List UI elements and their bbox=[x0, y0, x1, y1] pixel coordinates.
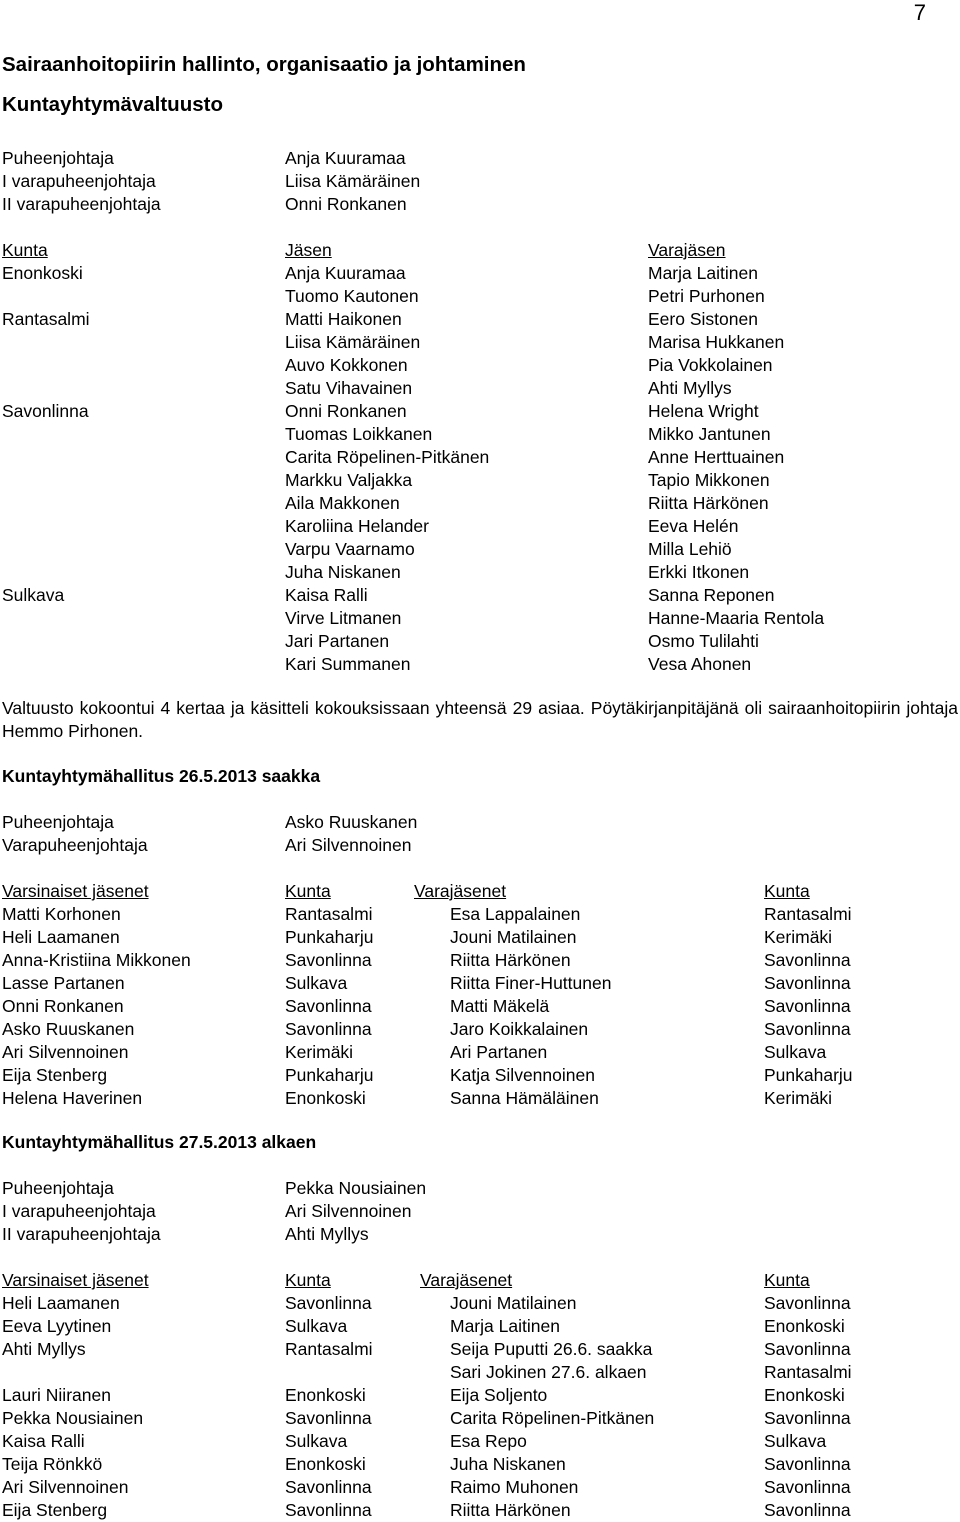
cell-member: Eija Stenberg bbox=[2, 1500, 108, 1520]
officer-name: Pekka Nousiainen bbox=[285, 1178, 427, 1198]
cell-member: Auvo Kokkonen bbox=[285, 355, 408, 375]
cell-member: Anna-Kristiina Mikkonen bbox=[2, 950, 191, 970]
cell-municipality: Enonkoski bbox=[285, 1385, 366, 1405]
cell-municipality: Sulkava bbox=[285, 1431, 348, 1451]
cell-municipality: Enonkoski bbox=[2, 263, 83, 283]
cell-member: Tuomo Kautonen bbox=[285, 286, 419, 306]
cell-municipality: Savonlinna bbox=[285, 950, 372, 970]
officer-name: Liisa Kämäräinen bbox=[285, 171, 421, 191]
officer-role: I varapuheenjohtaja bbox=[2, 171, 156, 191]
officer-name: Onni Ronkanen bbox=[285, 194, 407, 214]
cell-member: Ari Silvennoinen bbox=[2, 1477, 129, 1497]
council-summary: Valtuusto kokoontui 4 kertaa ja käsitteli kokouksissaan yhteensä 29 asiaa. Pöytäkirjanpitäjänä oli sairaanhoitopiirin johtaja Hemmo Pirhonen. bbox=[2, 698, 958, 741]
cell-member: Markku Valjakka bbox=[285, 470, 413, 490]
page-title: Sairaanhoitopiirin hallinto, organisaatio ja johtaminen bbox=[2, 53, 526, 76]
cell-member: Liisa Kämäräinen bbox=[285, 332, 421, 352]
cell-deputy: Sanna Hämäläinen bbox=[450, 1088, 599, 1108]
cell-deputy: Eeva Helén bbox=[648, 516, 739, 536]
cell-member: Asko Ruuskanen bbox=[2, 1019, 135, 1039]
cell-deputy-municipality: Savonlinna bbox=[764, 1408, 851, 1428]
cell-deputy: Pia Vokkolainen bbox=[648, 355, 773, 375]
cell-deputy-municipality: Sulkava bbox=[764, 1042, 827, 1062]
cell-deputy: Juha Niskanen bbox=[450, 1454, 566, 1474]
cell-member: Juha Niskanen bbox=[285, 562, 401, 582]
cell-deputy-municipality: Savonlinna bbox=[764, 1339, 851, 1359]
officer-role: Varapuheenjohtaja bbox=[2, 835, 148, 855]
cell-deputy: Tapio Mikkonen bbox=[648, 470, 770, 490]
cell-member: Aila Makkonen bbox=[285, 493, 400, 513]
cell-municipality: Punkaharju bbox=[285, 1065, 374, 1085]
cell-deputy: Vesa Ahonen bbox=[648, 654, 752, 674]
cell-deputy-municipality: Savonlinna bbox=[764, 996, 851, 1016]
header-deputy: Varajäsenet bbox=[414, 881, 507, 901]
cell-deputy: Mikko Jantunen bbox=[648, 424, 771, 444]
cell-deputy: Sanna Reponen bbox=[648, 585, 775, 605]
cell-municipality: Kerimäki bbox=[285, 1042, 354, 1062]
cell-deputy: Ari Partanen bbox=[450, 1042, 548, 1062]
cell-deputy: Erkki Itkonen bbox=[648, 562, 750, 582]
cell-deputy-municipality: Kerimäki bbox=[764, 1088, 833, 1108]
officer-role: I varapuheenjohtaja bbox=[2, 1201, 156, 1221]
cell-deputy-municipality: Savonlinna bbox=[764, 973, 851, 993]
cell-deputy-municipality: Savonlinna bbox=[764, 1477, 851, 1497]
cell-municipality: Savonlinna bbox=[285, 1408, 372, 1428]
cell-member: Varpu Vaarnamo bbox=[285, 539, 415, 559]
cell-member: Helena Haverinen bbox=[2, 1088, 143, 1108]
cell-deputy: Riitta Härkönen bbox=[450, 1500, 571, 1520]
cell-deputy: Ahti Myllys bbox=[648, 378, 732, 398]
officer-role: II varapuheenjohtaja bbox=[2, 1224, 161, 1244]
cell-deputy-municipality: Rantasalmi bbox=[764, 904, 852, 924]
cell-deputy-municipality: Savonlinna bbox=[764, 1293, 851, 1313]
officer-name: Ari Silvennoinen bbox=[285, 835, 412, 855]
cell-member: Pekka Nousiainen bbox=[2, 1408, 144, 1428]
officer-role: II varapuheenjohtaja bbox=[2, 194, 161, 214]
cell-municipality: Savonlinna bbox=[285, 1477, 372, 1497]
page-number: 7 bbox=[913, 0, 926, 25]
cell-deputy-municipality: Savonlinna bbox=[764, 950, 851, 970]
cell-municipality: Savonlinna bbox=[285, 1500, 372, 1520]
cell-member: Satu Vihavainen bbox=[285, 378, 413, 398]
officer-role: Puheenjohtaja bbox=[2, 1178, 114, 1198]
cell-deputy: Katja Silvennoinen bbox=[450, 1065, 595, 1085]
cell-deputy: Helena Wright bbox=[648, 401, 759, 421]
cell-member: Karoliina Helander bbox=[285, 516, 429, 536]
cell-deputy: Jaro Koikkalainen bbox=[450, 1019, 589, 1039]
cell-member: Kaisa Ralli bbox=[2, 1431, 85, 1451]
cell-municipality: Rantasalmi bbox=[285, 904, 373, 924]
cell-deputy-municipality: Enonkoski bbox=[764, 1316, 845, 1336]
cell-deputy: Petri Purhonen bbox=[648, 286, 765, 306]
cell-member: Onni Ronkanen bbox=[285, 401, 407, 421]
cell-member: Jari Partanen bbox=[285, 631, 390, 651]
cell-member: Ari Silvennoinen bbox=[2, 1042, 129, 1062]
cell-municipality: Savonlinna bbox=[2, 401, 89, 421]
cell-deputy: Seija Puputti 26.6. saakka bbox=[450, 1339, 653, 1359]
cell-deputy-municipality: Rantasalmi bbox=[764, 1362, 852, 1382]
cell-deputy-municipality: Savonlinna bbox=[764, 1500, 851, 1520]
cell-member: Virve Litmanen bbox=[285, 608, 402, 628]
cell-deputy: Sari Jokinen 27.6. alkaen bbox=[450, 1362, 647, 1382]
cell-deputy: Eija Soljento bbox=[450, 1385, 548, 1405]
cell-municipality: Sulkava bbox=[2, 585, 65, 605]
council-title: Kuntayhtymävaltuusto bbox=[2, 93, 223, 116]
header-deputy: Varajäsenet bbox=[420, 1270, 513, 1290]
cell-deputy: Hanne-Maaria Rentola bbox=[648, 608, 825, 628]
cell-municipality: Enonkoski bbox=[285, 1454, 366, 1474]
cell-member: Matti Haikonen bbox=[285, 309, 402, 329]
cell-municipality: Sulkava bbox=[285, 973, 348, 993]
cell-deputy: Carita Röpelinen-Pitkänen bbox=[450, 1408, 655, 1428]
cell-deputy: Jouni Matilainen bbox=[450, 927, 577, 947]
cell-member: Kaisa Ralli bbox=[285, 585, 368, 605]
cell-member: Heli Laamanen bbox=[2, 927, 120, 947]
cell-municipality: Enonkoski bbox=[285, 1088, 366, 1108]
cell-deputy: Marja Laitinen bbox=[450, 1316, 560, 1336]
cell-member: Tuomas Loikkanen bbox=[285, 424, 433, 444]
cell-deputy: Esa Lappalainen bbox=[450, 904, 581, 924]
header-municipality: Kunta bbox=[285, 881, 331, 901]
header-deputy: Varajäsen bbox=[648, 240, 726, 260]
cell-member: Matti Korhonen bbox=[2, 904, 121, 924]
cell-member: Teija Rönkkö bbox=[2, 1454, 103, 1474]
cell-deputy: Milla Lehiö bbox=[648, 539, 732, 559]
cell-deputy: Riitta Härkönen bbox=[648, 493, 769, 513]
officer-name: Ahti Myllys bbox=[285, 1224, 369, 1244]
header-member: Varsinaiset jäsenet bbox=[2, 881, 149, 901]
cell-deputy: Riitta Härkönen bbox=[450, 950, 571, 970]
cell-municipality: Savonlinna bbox=[285, 996, 372, 1016]
cell-deputy-municipality: Sulkava bbox=[764, 1431, 827, 1451]
header-deputy-municipality: Kunta bbox=[764, 1270, 810, 1290]
cell-member: Onni Ronkanen bbox=[2, 996, 124, 1016]
officer-role: Puheenjohtaja bbox=[2, 812, 114, 832]
officer-name: Anja Kuuramaa bbox=[285, 148, 406, 168]
cell-deputy: Marja Laitinen bbox=[648, 263, 758, 283]
board2-title: Kuntayhtymähallitus 27.5.2013 alkaen bbox=[2, 1132, 317, 1152]
cell-deputy: Riitta Finer-Huttunen bbox=[450, 973, 612, 993]
cell-deputy: Anne Herttuainen bbox=[648, 447, 785, 467]
cell-deputy: Jouni Matilainen bbox=[450, 1293, 577, 1313]
cell-deputy-municipality: Savonlinna bbox=[764, 1019, 851, 1039]
cell-member: Anja Kuuramaa bbox=[285, 263, 406, 283]
cell-deputy: Osmo Tulilahti bbox=[648, 631, 759, 651]
cell-member: Lauri Niiranen bbox=[2, 1385, 111, 1405]
cell-member: Carita Röpelinen-Pitkänen bbox=[285, 447, 490, 467]
cell-deputy: Raimo Muhonen bbox=[450, 1477, 579, 1497]
cell-deputy: Eero Sistonen bbox=[648, 309, 758, 329]
officer-name: Ari Silvennoinen bbox=[285, 1201, 412, 1221]
cell-member: Ahti Myllys bbox=[2, 1339, 86, 1359]
officer-name: Asko Ruuskanen bbox=[285, 812, 418, 832]
cell-deputy-municipality: Enonkoski bbox=[764, 1385, 845, 1405]
cell-member: Heli Laamanen bbox=[2, 1293, 120, 1313]
cell-deputy: Matti Mäkelä bbox=[450, 996, 550, 1016]
cell-municipality: Rantasalmi bbox=[2, 309, 90, 329]
cell-municipality: Savonlinna bbox=[285, 1019, 372, 1039]
cell-deputy-municipality: Savonlinna bbox=[764, 1454, 851, 1474]
cell-municipality: Savonlinna bbox=[285, 1293, 372, 1313]
header-deputy-municipality: Kunta bbox=[764, 881, 810, 901]
cell-member: Lasse Partanen bbox=[2, 973, 125, 993]
header-member: Varsinaiset jäsenet bbox=[2, 1270, 149, 1290]
header-municipality: Kunta bbox=[2, 240, 48, 260]
cell-municipality: Rantasalmi bbox=[285, 1339, 373, 1359]
cell-deputy: Marisa Hukkanen bbox=[648, 332, 785, 352]
cell-member: Kari Summanen bbox=[285, 654, 411, 674]
header-member: Jäsen bbox=[285, 240, 332, 260]
cell-municipality: Sulkava bbox=[285, 1316, 348, 1336]
cell-member: Eeva Lyytinen bbox=[2, 1316, 112, 1336]
cell-deputy: Esa Repo bbox=[450, 1431, 527, 1451]
cell-municipality: Punkaharju bbox=[285, 927, 374, 947]
board1-title: Kuntayhtymähallitus 26.5.2013 saakka bbox=[2, 766, 321, 786]
officer-role: Puheenjohtaja bbox=[2, 148, 114, 168]
cell-deputy-municipality: Punkaharju bbox=[764, 1065, 853, 1085]
cell-deputy-municipality: Kerimäki bbox=[764, 927, 833, 947]
cell-member: Eija Stenberg bbox=[2, 1065, 108, 1085]
header-municipality: Kunta bbox=[285, 1270, 331, 1290]
